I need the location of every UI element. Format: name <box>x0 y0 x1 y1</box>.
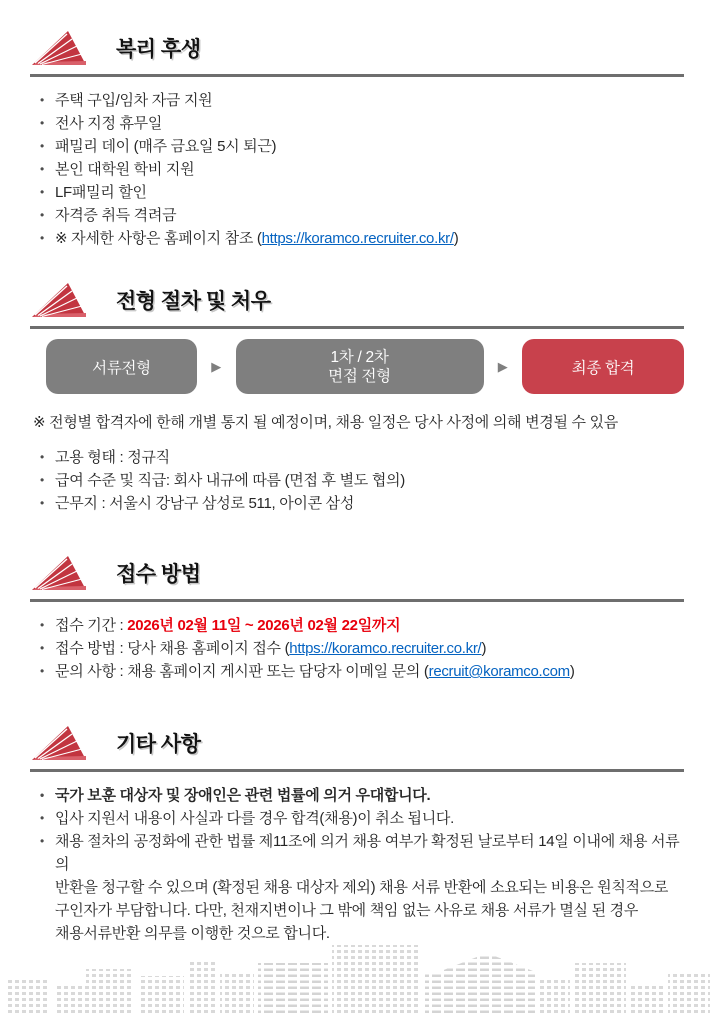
apply-method <box>30 637 684 660</box>
etc-item-return-policy <box>30 830 684 945</box>
benefit-item: • 패밀리 데이 (매주 금요일 5시 퇴근) <box>30 135 684 158</box>
inquiry-email-link[interactable]: recruit@koramco.com <box>428 663 570 680</box>
apply-period-dates: 2026년 02월 11일 ~ 2026년 02월 22일까지 <box>127 617 401 634</box>
apply-method-suffix: ) <box>481 640 487 657</box>
homepage-note-prefix: ※ 자세한 사항은 홈페이지 참조 ( <box>55 230 262 247</box>
condition-item: • 근무지 : 서울시 강남구 삼성로 511, 아이콘 삼성 <box>30 492 684 515</box>
process-step-interviews <box>236 339 484 394</box>
process-flow <box>46 339 684 394</box>
apply-method-prefix: 접수 방법 : 당사 채용 홈페이지 접수 ( <box>55 640 290 657</box>
apply-inquiry-suffix: ) <box>569 663 575 680</box>
homepage-link[interactable]: https://koramco.recruiter.co.kr/ <box>261 230 454 247</box>
benefit-item: • 주택 구입/임차 자금 지원 <box>30 89 684 112</box>
section-header <box>30 721 684 765</box>
section-divider <box>30 769 684 772</box>
benefit-item: • 본인 대학원 학비 지원 <box>30 158 684 181</box>
step-label-line2: 면접 전형 <box>328 367 391 385</box>
apply-period <box>30 614 684 637</box>
section-title-process: 전형 절차 및 처우 <box>116 290 271 313</box>
apply-site-link[interactable]: https://koramco.recruiter.co.kr/ <box>289 640 482 657</box>
step-label: 서류전형 <box>92 359 151 377</box>
benefit-item-homepage <box>30 227 684 250</box>
process-note: ※ 전형별 합격자에 한해 개별 통지 될 예정이며, 채용 일정은 당사 사정에 의해 변경될 수 있음 <box>33 414 618 431</box>
koramco-triangle-logo-icon <box>30 28 88 68</box>
etc-list <box>30 784 684 945</box>
condition-item: • 급여 수준 및 직급: 회사 내규에 따름 (면접 후 별도 협의) <box>30 469 684 492</box>
section-divider <box>30 599 684 602</box>
section-apply <box>0 551 714 683</box>
section-welfare <box>0 26 714 250</box>
section-title-welfare: 복리 후생 <box>116 38 201 61</box>
arrow-right-icon: ▶ <box>497 358 508 374</box>
etc-item-false-info: • 입사 지원서 내용이 사실과 다를 경우 합격(채용)이 취소 됩니다. <box>30 807 684 830</box>
section-divider <box>30 326 684 329</box>
homepage-note-suffix: ) <box>453 230 459 247</box>
apply-list <box>30 614 684 683</box>
condition-item: • 고용 형태 : 정규직 <box>30 446 684 469</box>
benefit-item: • LF패밀리 할인 <box>30 181 684 204</box>
section-etc <box>0 721 714 945</box>
section-header <box>30 278 684 322</box>
benefit-item: • 전사 지정 휴무일 <box>30 112 684 135</box>
benefit-item: • 자격증 취득 격려금 <box>30 204 684 227</box>
section-title-apply: 접수 방법 <box>116 563 201 586</box>
return-policy-line: • 채용 절차의 공정화에 관한 법률 제11조에 의거 채용 여부가 확정된 날로부터 14일 이내에 채용 서류의 <box>55 833 680 873</box>
process-conditions-list <box>30 446 684 515</box>
step-label: 최종 합격 <box>571 359 635 377</box>
step-label-line1: 1차 / 2차 <box>330 348 389 366</box>
welfare-list <box>30 89 684 250</box>
return-policy-line: 구인자가 부담합니다. 다만, 천재지변이나 그 밖에 책임 없는 사유로 채용 서류가 멸실 된 경우 <box>55 902 639 919</box>
arrow-right-icon: ▶ <box>211 358 222 374</box>
process-step-document-screening <box>46 339 197 394</box>
apply-inquiry <box>30 660 684 683</box>
section-header <box>30 26 684 70</box>
koramco-triangle-logo-icon <box>30 553 88 593</box>
apply-inquiry-prefix: 문의 사항 : 채용 홈페이지 게시판 또는 담당자 이메일 문의 ( <box>55 663 429 680</box>
return-policy-line: 반환을 청구할 수 있으며 (확정된 채용 대상자 제외) 채용 서류 반환에 소요되는 비용은 원칙적으로 <box>55 879 669 896</box>
koramco-triangle-logo-icon <box>30 723 88 763</box>
process-step-final-pass <box>522 339 684 394</box>
apply-period-label: 접수 기간 : <box>55 617 128 634</box>
etc-item-veterans: • 국가 보훈 대상자 및 장애인은 관련 법률에 의거 우대합니다. <box>30 784 684 807</box>
koramco-triangle-logo-icon <box>30 280 88 320</box>
section-title-etc: 기타 사항 <box>116 733 201 756</box>
section-header <box>30 551 684 595</box>
return-policy-line: 채용서류반환 의무를 이행한 것으로 합니다. <box>55 925 330 942</box>
section-divider <box>30 74 684 77</box>
section-process <box>0 278 714 515</box>
